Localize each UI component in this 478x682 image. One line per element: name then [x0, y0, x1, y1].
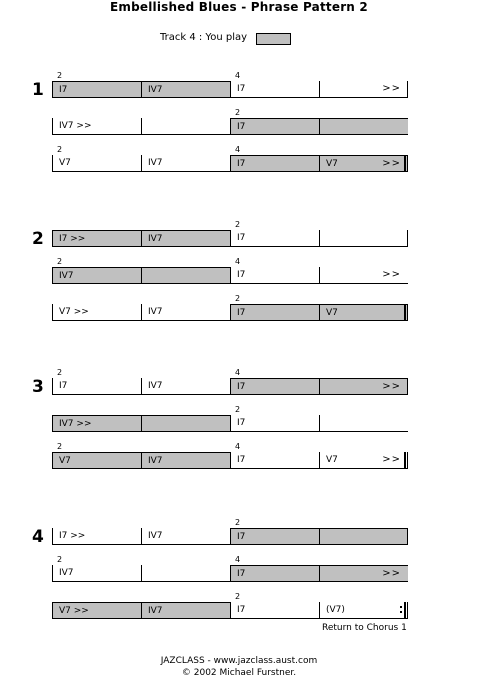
- chord-symbol: IV7: [148, 531, 163, 541]
- barline: [230, 415, 231, 432]
- measure: [52, 415, 141, 431]
- barline: [230, 378, 231, 395]
- barline: [319, 304, 320, 321]
- chord-symbol: I7: [237, 308, 246, 318]
- barline: [319, 378, 320, 395]
- barline: [230, 602, 231, 619]
- barline: [141, 304, 142, 321]
- barline: [319, 528, 320, 545]
- page-title: Embellished Blues - Phrase Pattern 2: [110, 0, 368, 14]
- measure: [141, 155, 230, 171]
- chord-symbol: IV7: [148, 606, 163, 616]
- beat-mark: 2: [235, 405, 241, 414]
- barline: [230, 452, 231, 469]
- chord-symbol: I7: [237, 270, 246, 280]
- measure: [230, 155, 319, 171]
- chord-symbol: I7: [237, 569, 246, 579]
- barline: [141, 528, 142, 545]
- chord-symbol: IV7: [148, 234, 163, 244]
- measure: [52, 304, 141, 320]
- barline-end: [407, 602, 408, 619]
- measure: [52, 155, 141, 171]
- measure: [141, 528, 230, 544]
- beat-mark: 2: [57, 145, 63, 154]
- barline: [319, 267, 320, 284]
- barline: [141, 602, 142, 619]
- chord-symbol: I7: [237, 418, 246, 428]
- score-line: [52, 592, 408, 619]
- beat-mark: 4: [235, 145, 241, 154]
- measure: [141, 378, 230, 394]
- continue-arrows: >>: [382, 83, 401, 94]
- measure: [52, 230, 141, 246]
- score-line: [52, 257, 408, 284]
- measure: [319, 528, 408, 544]
- measure: [52, 378, 141, 394]
- chord-symbol: IV7: [148, 85, 163, 95]
- barline-start: [52, 565, 53, 582]
- continue-arrows: >>: [382, 454, 401, 465]
- barline-start: [52, 81, 53, 98]
- barline: [230, 267, 231, 284]
- measure: [230, 304, 319, 320]
- score-line: [52, 220, 408, 247]
- chord-symbol: IV7: [148, 307, 163, 317]
- chord-symbol: V7: [326, 455, 338, 465]
- barline: [230, 528, 231, 545]
- barline-end: [407, 452, 408, 469]
- return-to-chorus-1-link[interactable]: Return to Chorus 1: [322, 623, 407, 633]
- chorus-number: 2: [32, 229, 44, 249]
- measure: [319, 602, 408, 618]
- chorus-number: 3: [32, 377, 44, 397]
- measure: [230, 528, 319, 544]
- barline: [230, 81, 231, 98]
- score-line: [52, 368, 408, 395]
- measure: [319, 565, 408, 581]
- beat-mark: 2: [235, 220, 241, 229]
- measure: [230, 415, 319, 431]
- measure: [319, 118, 408, 134]
- measure: [141, 304, 230, 320]
- measure: [230, 230, 319, 246]
- score-line: [52, 294, 408, 321]
- chord-symbol: (V7): [326, 605, 345, 615]
- beat-mark: 2: [57, 555, 63, 564]
- barline: [230, 230, 231, 247]
- measure: [319, 452, 408, 468]
- score-line: [52, 442, 408, 469]
- legend-swatch: [256, 33, 291, 45]
- barline: [141, 118, 142, 135]
- chord-symbol: I7: [237, 605, 246, 615]
- barline: [230, 118, 231, 135]
- barline: [141, 267, 142, 284]
- chord-symbol: V7: [59, 158, 71, 168]
- barline: [230, 565, 231, 582]
- score-line: [52, 145, 408, 172]
- barline: [141, 378, 142, 395]
- repeat-dots-icon: [400, 606, 402, 613]
- beat-mark: 2: [235, 294, 241, 303]
- measure: [52, 81, 141, 97]
- barline-start: [52, 155, 53, 172]
- beat-mark: 4: [235, 442, 241, 451]
- continue-arrows: >>: [382, 158, 401, 169]
- barline-start: [52, 267, 53, 284]
- measure: [141, 230, 230, 246]
- measure: [230, 452, 319, 468]
- beat-mark: 2: [57, 257, 63, 266]
- measure: [319, 230, 408, 246]
- barline: [319, 452, 320, 469]
- barline: [319, 415, 320, 432]
- chord-symbol: I7: [59, 381, 68, 391]
- barline: [141, 452, 142, 469]
- barline: [141, 81, 142, 98]
- measure: [319, 81, 408, 97]
- barline: [141, 155, 142, 172]
- barline: [141, 565, 142, 582]
- barline-start: [52, 415, 53, 432]
- barline-final: [404, 155, 406, 172]
- chord-symbol: I7: [237, 455, 246, 465]
- barline: [319, 602, 320, 619]
- chord-symbol: IV7: [148, 456, 163, 466]
- chord-symbol: IV7 >>: [59, 419, 92, 429]
- chorus-number: 1: [32, 80, 44, 100]
- measure: [230, 602, 319, 618]
- measure: [319, 267, 408, 283]
- barline-final: [404, 452, 406, 469]
- barline-start: [52, 230, 53, 247]
- measure: [230, 565, 319, 581]
- chord-symbol: IV7: [59, 568, 74, 578]
- continue-arrows: >>: [382, 381, 401, 392]
- chord-symbol: V7: [59, 456, 71, 466]
- barline: [141, 230, 142, 247]
- measure: [319, 155, 408, 171]
- measure: [141, 415, 230, 431]
- footer-site: JAZCLASS - www.jazclass.aust.com: [160, 656, 318, 666]
- chord-symbol: IV7: [59, 271, 74, 281]
- chord-symbol: I7: [237, 382, 246, 392]
- measure: [52, 452, 141, 468]
- chord-symbol: V7 >>: [59, 307, 89, 317]
- measure: [230, 118, 319, 134]
- score-line: [52, 555, 408, 582]
- chord-symbol: I7: [237, 84, 246, 94]
- barline: [319, 118, 320, 135]
- measure: [141, 452, 230, 468]
- barline: [230, 304, 231, 321]
- barline-start: [52, 528, 53, 545]
- barline-end: [407, 81, 408, 98]
- measure: [141, 81, 230, 97]
- barline: [319, 565, 320, 582]
- measure: [230, 378, 319, 394]
- measure: [319, 378, 408, 394]
- chord-symbol: I7: [237, 159, 246, 169]
- barline: [230, 155, 231, 172]
- chord-symbol: IV7: [148, 158, 163, 168]
- barline-end: [407, 528, 408, 545]
- continue-arrows: >>: [382, 568, 401, 579]
- measure: [52, 267, 141, 283]
- chord-symbol: I7 >>: [59, 234, 86, 244]
- measure: [319, 304, 408, 320]
- barline-end: [407, 155, 408, 172]
- barline: [319, 155, 320, 172]
- beat-mark: 4: [235, 257, 241, 266]
- barline-final: [404, 602, 406, 619]
- barline: [319, 81, 320, 98]
- barline-end: [407, 230, 408, 247]
- measure: [141, 602, 230, 618]
- beat-mark: 2: [235, 518, 241, 527]
- footer-copyright: © 2002 Michael Furstner.: [181, 668, 297, 678]
- chord-symbol: V7 >>: [59, 606, 89, 616]
- barline-start: [52, 602, 53, 619]
- continue-arrows: >>: [382, 269, 401, 280]
- measure: [52, 528, 141, 544]
- barline: [319, 230, 320, 247]
- barline: [141, 415, 142, 432]
- barline-start: [52, 378, 53, 395]
- measure: [52, 118, 141, 134]
- measure: [141, 118, 230, 134]
- chord-symbol: I7: [59, 85, 68, 95]
- measure: [319, 415, 408, 431]
- beat-mark: 2: [235, 108, 241, 117]
- barline-start: [52, 118, 53, 135]
- chord-symbol: I7: [237, 233, 246, 243]
- chorus-number: 4: [32, 527, 44, 547]
- measure: [141, 267, 230, 283]
- measure: [52, 565, 141, 581]
- beat-mark: 2: [57, 368, 63, 377]
- score-line: [52, 518, 408, 545]
- beat-mark: 2: [57, 442, 63, 451]
- score-line: [52, 71, 408, 98]
- barline-end: [407, 304, 408, 321]
- chord-symbol: V7: [326, 308, 338, 318]
- legend-label: Track 4 : You play: [160, 32, 248, 43]
- barline-end: [407, 378, 408, 395]
- beat-mark: 2: [57, 71, 63, 80]
- beat-mark: 2: [235, 592, 241, 601]
- chord-symbol: I7: [237, 122, 246, 132]
- chord-symbol: I7: [237, 532, 246, 542]
- barline-start: [52, 452, 53, 469]
- score-line: [52, 405, 408, 432]
- chord-symbol: IV7 >>: [59, 121, 92, 131]
- barline-final: [404, 304, 406, 321]
- score-line: [52, 108, 408, 135]
- chord-symbol: V7: [326, 159, 338, 169]
- beat-mark: 4: [235, 71, 241, 80]
- barline-start: [52, 304, 53, 321]
- measure: [141, 565, 230, 581]
- chord-symbol: I7 >>: [59, 531, 86, 541]
- beat-mark: 4: [235, 368, 241, 377]
- chord-symbol: IV7: [148, 381, 163, 391]
- measure: [52, 602, 141, 618]
- measure: [230, 81, 319, 97]
- beat-mark: 4: [235, 555, 241, 564]
- measure: [230, 267, 319, 283]
